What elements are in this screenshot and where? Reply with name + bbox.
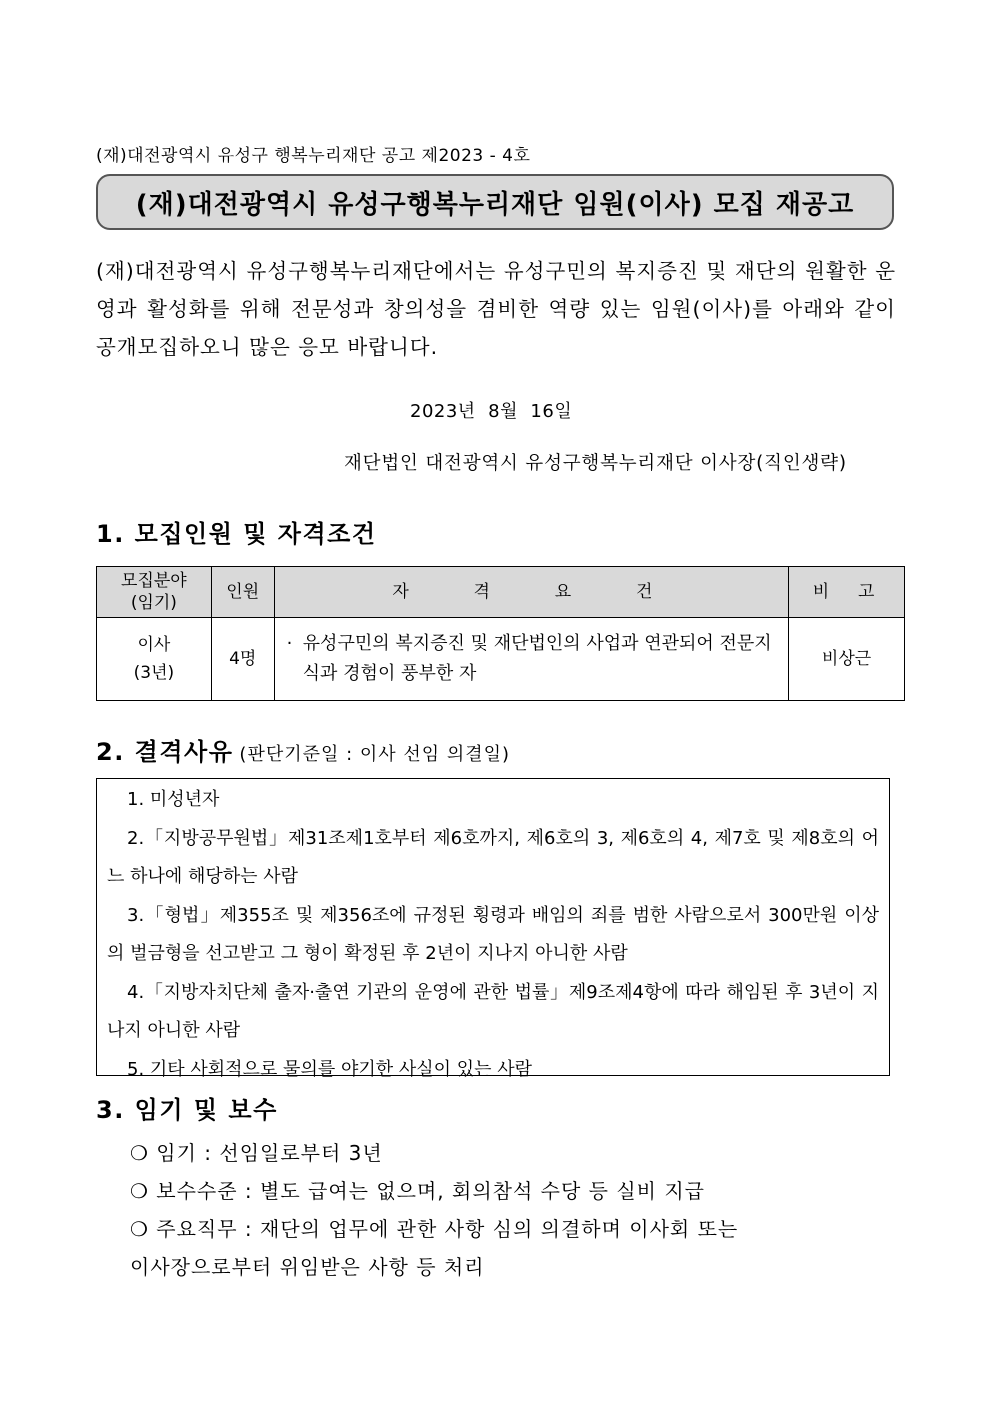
column-header-remarks: 비 고: [789, 567, 905, 618]
list-item: 1. 미성년자: [127, 789, 220, 810]
terms-list: [130, 1134, 890, 1286]
column-header-field-line1: 모집분야: [121, 571, 187, 591]
cell-field: [97, 618, 212, 701]
section-1-heading: 1. 모집인원 및 자격조건: [96, 520, 377, 548]
intro-paragraph: (재)대전광역시 유성구행복누리재단에서는 유성구민의 복지증진 및 재단의 원활한 운영과 활성화를 위해 전문성과 창의성을 겸비한 역량 있는 임원(이사)를 아래와 같이 공개모집하오니 많은 응모 바랍니다.: [96, 259, 896, 359]
table-header-row: [97, 567, 905, 618]
column-header-count: 인원: [211, 567, 274, 618]
term-item-duties-cont: 이사장으로부터 위임받은 사항 등 처리: [130, 1255, 485, 1279]
issuer: 재단법인 대전광역시 유성구행복누리재단 이사장(직인생략): [344, 453, 847, 474]
requirement-text: 유성구민의 복지증진 및 재단법인의 사업과 연관되어 전문지식과 경험이 풍부한 자: [302, 633, 772, 684]
disqualification-box: [96, 778, 890, 1080]
section-2-note: (판단기준일 : 이사 선임 의결일): [239, 744, 511, 765]
section-2-title: 2. 결격사유: [96, 738, 234, 766]
list-item: 2.「지방공무원법」제31조제1호부터 제6호까지, 제6호의 3, 제6호의 4, 제7호 및 제8호의 어느 하나에 해당하는 사람: [107, 827, 879, 887]
term-item-period: ❍ 임기 : 선임일로부터 3년: [130, 1141, 383, 1165]
list-item: 4.「지방자치단체 출자·출연 기관의 운영에 관한 법률」제9조제4항에 따라 해임된 후 3년이 지나지 아니한 사람: [107, 981, 879, 1041]
column-header-field: [97, 567, 212, 618]
list-item: 3.「형법」제355조 및 제356조에 규정된 횡령과 배임의 죄를 범한 사람으로서 300만원 이상의 벌금형을 선고받고 그 형이 확정된 후 2년이 지나지 아니한 사람: [107, 904, 879, 964]
term-item-pay: ❍ 보수수준 : 별도 급여는 없으며, 회의참석 수당 등 실비 지급: [130, 1179, 705, 1203]
cell-field-line2: (3년): [133, 663, 175, 683]
column-header-field-line2: (임기): [130, 593, 177, 613]
list-item: 5. 기타 사회적으로 물의를 야기한 사실이 있는 사람: [127, 1058, 532, 1080]
column-header-requirements: 자 격 요 건: [274, 567, 788, 618]
cell-count: 4명: [211, 618, 274, 701]
term-item-duties: ❍ 주요직무 : 재단의 업무에 관한 사항 심의 의결하며 이사회 또는: [130, 1217, 739, 1241]
title-banner: [96, 174, 894, 230]
section-3-heading: 3. 임기 및 보수: [96, 1096, 278, 1124]
document-title: (재)대전광역시 유성구행복누리재단 임원(이사) 모집 재공고: [135, 189, 855, 220]
cell-field-line1: 이사: [137, 635, 171, 655]
section-2-heading: [96, 732, 510, 767]
table-row: [97, 618, 905, 701]
cell-requirement: [274, 618, 788, 701]
notice-number: (재)대전광역시 유성구 행복누리재단 공고 제2023 - 4호: [96, 146, 531, 166]
cell-remark: 비상근: [789, 618, 905, 701]
announcement-date: 2023년 8월 16일: [410, 401, 573, 422]
recruitment-table: [96, 566, 905, 701]
bullet: ·: [286, 633, 293, 654]
